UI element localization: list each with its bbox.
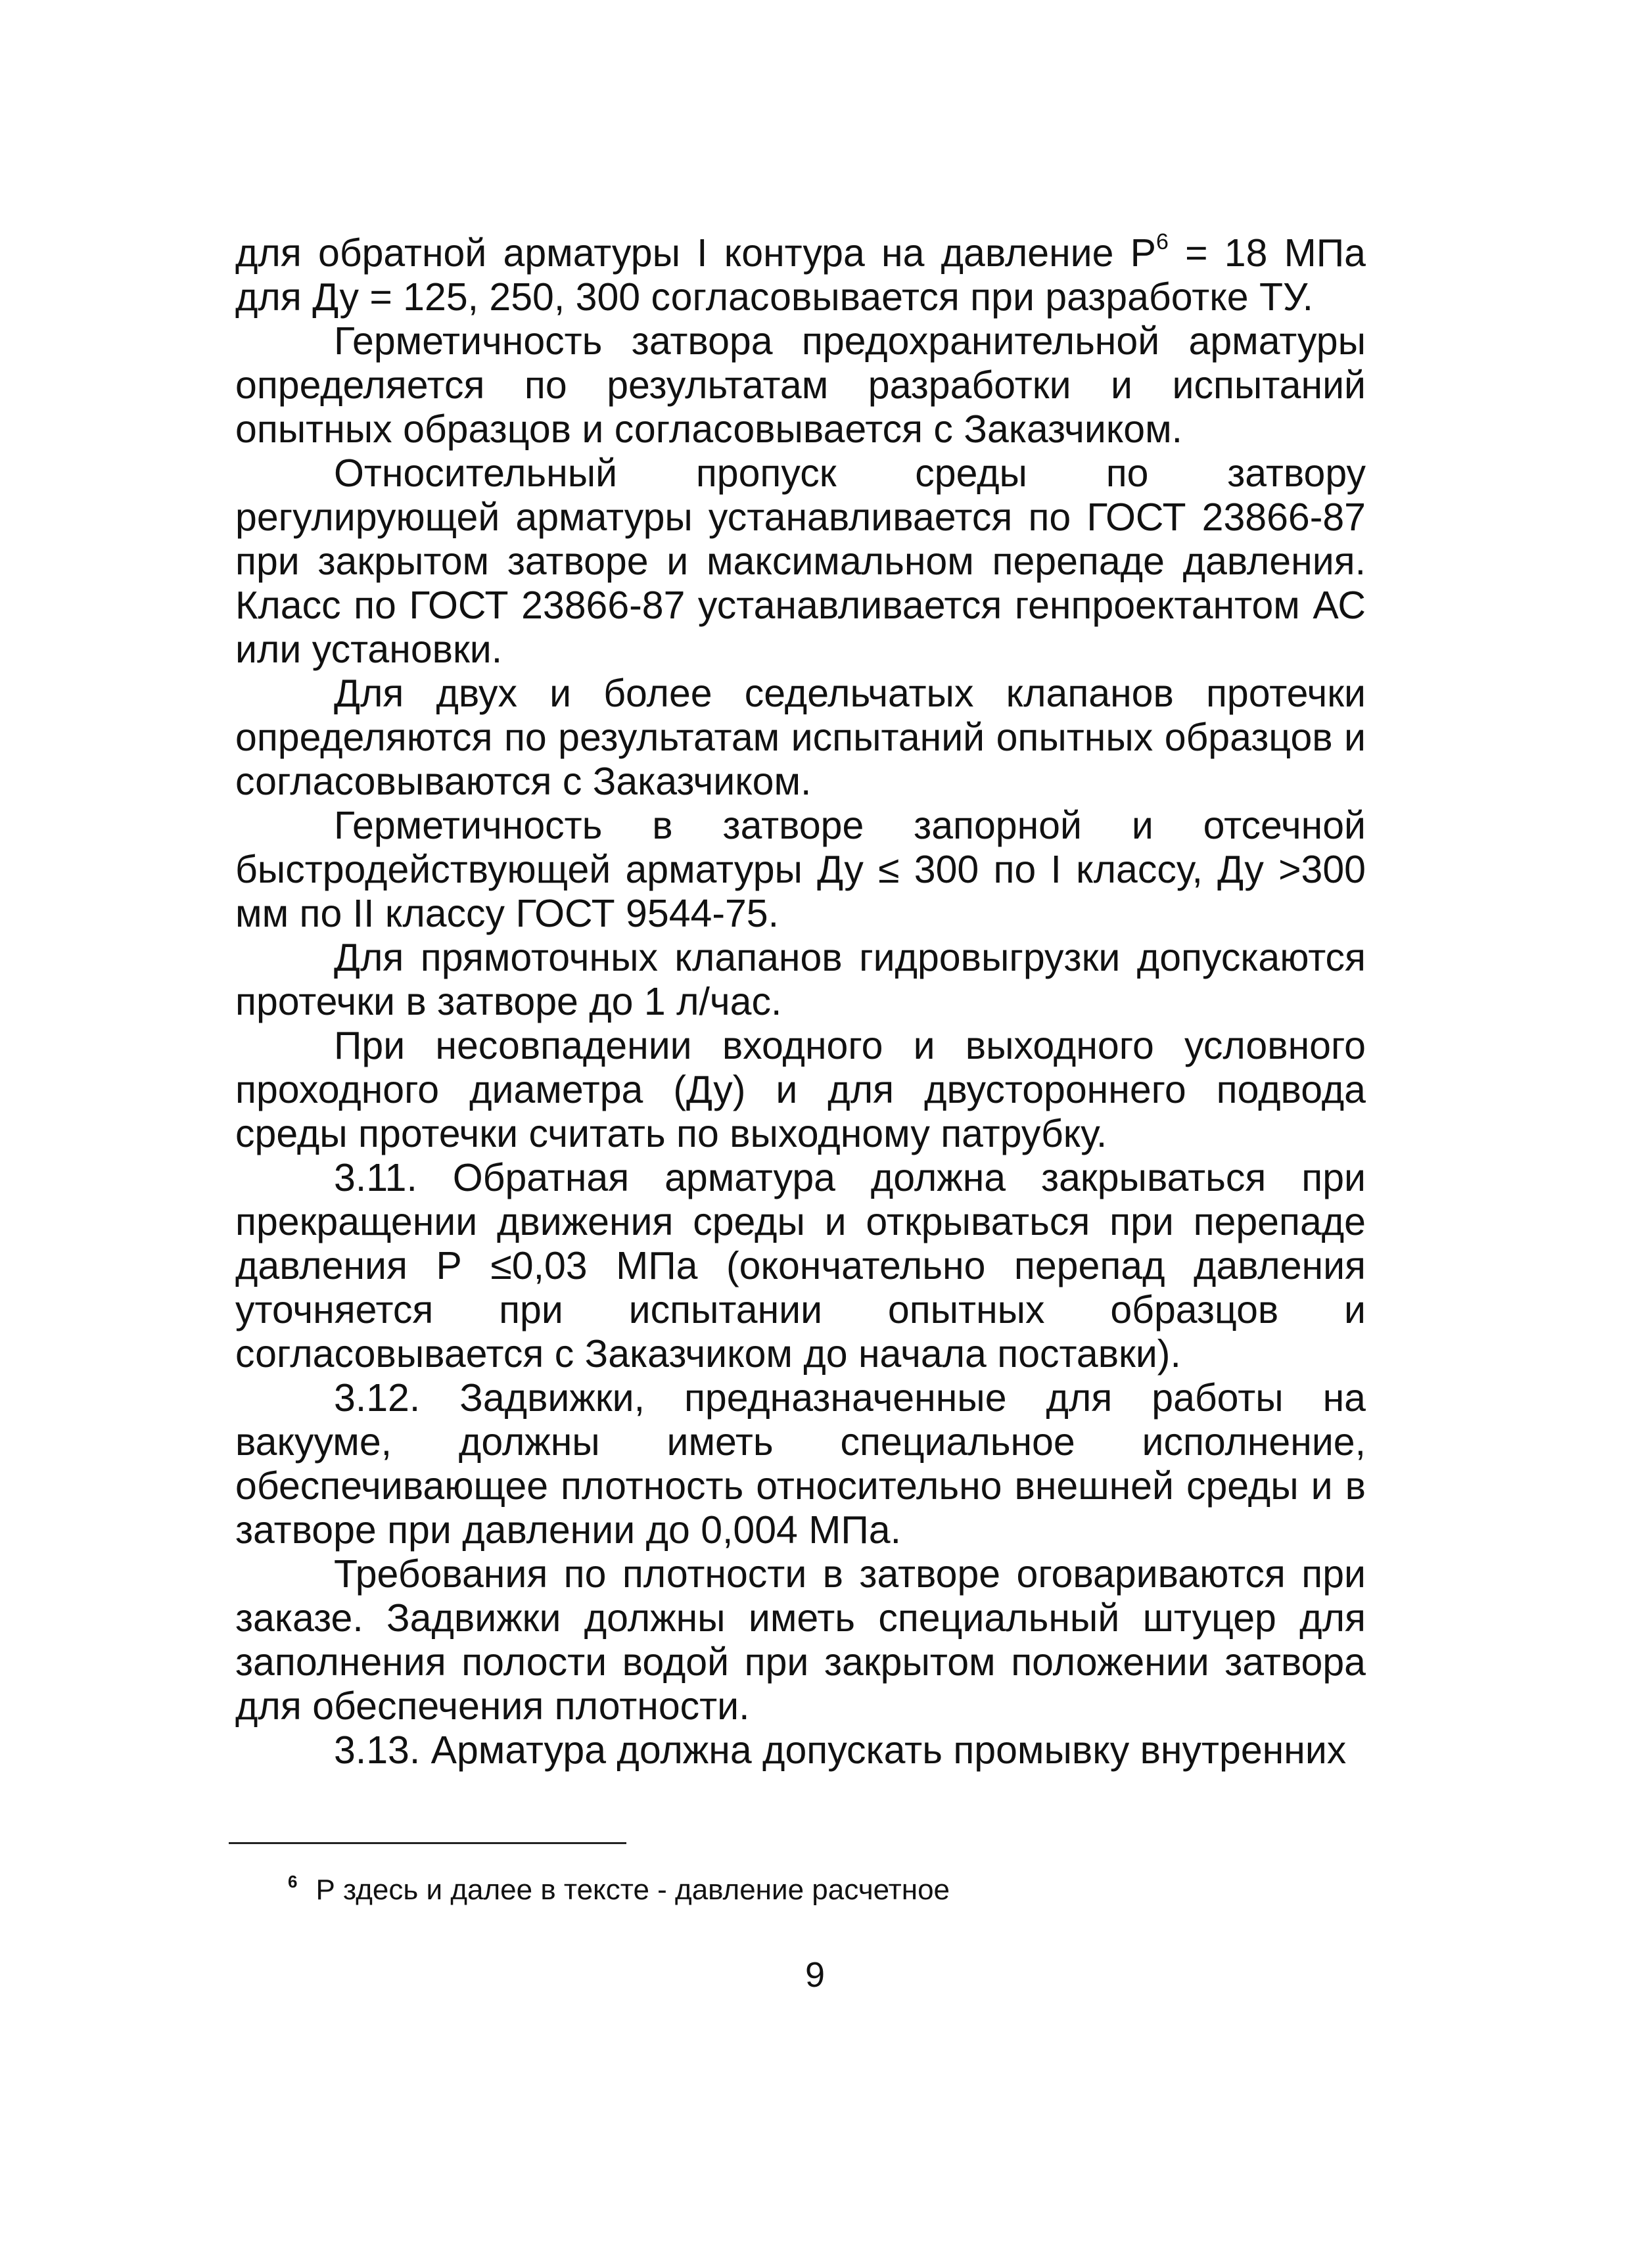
footnote-separator	[229, 1842, 626, 1844]
footnote-reference[interactable]: 6	[1156, 229, 1169, 254]
body-text	[235, 231, 1366, 1772]
paragraph-6: Для прямоточных клапанов гидровыгрузки допускаются протечки в затворе до 1 л/час.	[235, 936, 1366, 1023]
paragraph-2: Герметичность затвора предохранительной арматуры определяется по результатам разработки и испытаний опытных образцов и согласовывается с Заказчиком.	[235, 319, 1366, 451]
section-3-12: 3.12. Задвижки, предназначенные для работы на вакууме, должны иметь специальное исполнение, обеспечивающее плотность относительно внешней среды и в затворе при давлении до 0,004 МПа.	[235, 1376, 1366, 1552]
paragraph-7: При несовпадении входного и выходного условного проходного диаметра (Ду) и для двустороннего подвода среды протечки считать по выходному патрубку.	[235, 1024, 1366, 1155]
paragraph-4: Для двух и более седельчатых клапанов протечки определяются по результатам испытаний опытных образцов и согласовываются с Заказчиком.	[235, 672, 1366, 803]
paragraph-1-start: для обратной арматуры I контура на давление Р	[235, 231, 1156, 275]
paragraph-5: Герметичность в затворе запорной и отсечной быстродействующей арматуры Ду ≤ 300 по I классу, Ду >300 мм по II классу ГОСТ 9544-75.	[235, 804, 1366, 935]
paragraph-10: Требования по плотности в затворе оговариваются при заказе. Задвижки должны иметь специальный штуцер для заполнения полости водой при закрытом положении затвора для обеспечения плотности.	[235, 1552, 1366, 1728]
paragraph-3: Относительный пропуск среды по затвору регулирующей арматуры устанавливается по ГОСТ 23866-87 при закрытом затворе и максимальном перепаде давления. Класс по ГОСТ 23866-87 устанавливается генпроектантом АС или установки.	[235, 451, 1366, 671]
footnote-text: Р здесь и далее в тексте - давление расчетное	[315, 1874, 950, 1906]
paragraph-1	[235, 231, 1366, 319]
section-3-11: 3.11. Обратная арматура должна закрываться при прекращении движения среды и открываться при перепаде давления Р ≤0,03 МПа (окончательно перепад давления уточняется при испытании опытных образцов и согласовывается с Заказчиком до начала поставки).	[235, 1156, 1366, 1376]
footnote-mark: 6	[288, 1872, 298, 1891]
section-3-13: 3.13. Арматура должна допускать промывку внутренних	[334, 1728, 1347, 1772]
page-number: 9	[804, 1955, 826, 1995]
paragraph-1-end: = 18 МПа для Ду = 125, 250, 300 согласовывается при разработке ТУ.	[235, 231, 1366, 319]
footnote	[288, 1863, 950, 1909]
